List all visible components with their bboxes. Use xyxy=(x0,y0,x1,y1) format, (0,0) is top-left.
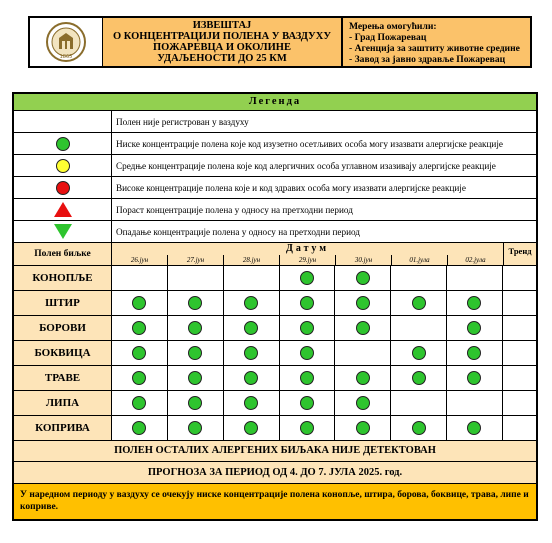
green-circle-icon xyxy=(300,271,314,285)
plant-name: БОРОВИ xyxy=(14,316,112,340)
date-label: 02.јула xyxy=(447,255,503,265)
level-cell xyxy=(112,391,168,415)
date-label: 27.јун xyxy=(167,255,223,265)
green-down-triangle-icon xyxy=(54,224,72,239)
date-header-label: Датум xyxy=(285,243,330,254)
level-cell xyxy=(280,266,336,290)
legend-text: Високе концентрације полена које и код здравих особа могу изазвати алергијске реакције xyxy=(116,182,466,193)
level-cell xyxy=(112,316,168,340)
green-circle-icon xyxy=(244,421,258,435)
level-cell xyxy=(447,316,503,340)
forecast-title: ПРОГНОЗА ЗА ПЕРИОД ОД 4. ДО 7. ЈУЛА 2025. год. xyxy=(14,462,536,484)
title-line: ИЗВЕШТАЈ xyxy=(192,20,252,31)
level-cell xyxy=(168,391,224,415)
level-cell xyxy=(168,416,224,440)
trend-cell xyxy=(503,391,536,415)
level-cell xyxy=(391,341,447,365)
green-circle-icon xyxy=(132,396,146,410)
table-row xyxy=(14,266,536,291)
green-circle-icon xyxy=(188,371,202,385)
trend-cell xyxy=(503,341,536,365)
yellow-circle-icon xyxy=(56,159,70,173)
green-circle-icon xyxy=(188,321,202,335)
sponsor-item: - Агенција за заштиту животне средине xyxy=(349,43,520,54)
level-cell xyxy=(335,266,391,290)
level-cell xyxy=(447,391,503,415)
level-cell xyxy=(335,316,391,340)
legend-row xyxy=(14,221,536,243)
data-table-header xyxy=(14,243,536,266)
plant-name: ШТИР xyxy=(14,291,112,315)
table-row xyxy=(14,341,536,366)
green-circle-icon xyxy=(300,321,314,335)
level-cell xyxy=(447,341,503,365)
level-cell xyxy=(168,366,224,390)
sponsor-item: - Град Пожаревац xyxy=(349,32,427,43)
level-cell xyxy=(391,291,447,315)
green-circle-icon xyxy=(467,296,481,310)
green-circle-icon xyxy=(356,296,370,310)
plant-name: КОНОПЉЕ xyxy=(14,266,112,290)
green-circle-icon xyxy=(356,321,370,335)
level-cell xyxy=(335,366,391,390)
level-cell xyxy=(335,391,391,415)
date-label: 28.јун xyxy=(223,255,279,265)
green-circle-icon xyxy=(244,321,258,335)
level-cell xyxy=(280,341,336,365)
legend-row xyxy=(14,155,536,177)
seal-icon xyxy=(41,21,91,63)
green-circle-icon xyxy=(300,346,314,360)
green-circle-icon xyxy=(300,371,314,385)
green-circle-icon xyxy=(467,371,481,385)
level-cell xyxy=(224,391,280,415)
level-cell xyxy=(112,266,168,290)
date-label: 01.јула xyxy=(391,255,447,265)
report-title xyxy=(103,18,343,66)
green-circle-icon xyxy=(188,396,202,410)
legend-text: Ниске концентрације полена које код изузетно осетљивих особа могу изазвати алергијске реакције xyxy=(116,138,503,149)
legend-row xyxy=(14,133,536,155)
table-row xyxy=(14,391,536,416)
green-circle-icon xyxy=(188,296,202,310)
level-cell xyxy=(168,291,224,315)
green-circle-icon xyxy=(244,346,258,360)
legend-text: Полен није регистрован у ваздуху xyxy=(116,116,249,127)
level-cell xyxy=(168,316,224,340)
green-circle-icon xyxy=(132,321,146,335)
green-circle-icon xyxy=(467,346,481,360)
title-line: УДАЉЕНОСТИ ДО 25 КМ xyxy=(157,53,287,64)
sponsors-block xyxy=(343,18,530,66)
level-cell xyxy=(280,391,336,415)
green-circle-icon xyxy=(300,421,314,435)
level-cell xyxy=(112,291,168,315)
trend-cell xyxy=(503,316,536,340)
level-cell xyxy=(447,366,503,390)
level-cell xyxy=(391,366,447,390)
legend-row xyxy=(14,199,536,221)
date-column-header xyxy=(112,243,504,265)
level-cell xyxy=(224,266,280,290)
green-circle-icon xyxy=(132,346,146,360)
date-label: 29.јун xyxy=(279,255,335,265)
level-cell xyxy=(112,366,168,390)
level-cell xyxy=(391,391,447,415)
trend-cell xyxy=(503,266,536,290)
green-circle-icon xyxy=(188,346,202,360)
legend-text: Опадање концентрације полена у односу на претходни период xyxy=(116,226,360,237)
plant-name: КОПРИВА xyxy=(14,416,112,440)
trend-cell xyxy=(503,366,536,390)
green-circle-icon xyxy=(412,421,426,435)
plant-name: ТРАВЕ xyxy=(14,366,112,390)
report-header xyxy=(28,16,532,68)
red-up-triangle-icon xyxy=(54,202,72,217)
forecast-text: У наредном периоду у ваздуху се очекују ниске концентрације полена конопље, штира, борова, боквице, трава, липе и коприве. xyxy=(14,484,536,519)
green-circle-icon xyxy=(300,396,314,410)
level-cell xyxy=(112,341,168,365)
green-circle-icon xyxy=(412,296,426,310)
green-circle-icon xyxy=(188,421,202,435)
level-cell xyxy=(280,316,336,340)
green-circle-icon xyxy=(244,296,258,310)
trend-cell xyxy=(503,416,536,440)
no-other-pollen-note: ПОЛЕН ОСТАЛИХ АЛЕРГЕНИХ БИЉАКА НИЈЕ ДЕТЕКТОВАН xyxy=(14,441,536,462)
green-circle-icon xyxy=(467,321,481,335)
level-cell xyxy=(447,416,503,440)
level-cell xyxy=(391,266,447,290)
level-cell xyxy=(391,316,447,340)
title-line: ПОЖАРЕВЦА И ОКОЛИНЕ xyxy=(153,42,291,53)
institute-logo xyxy=(30,18,103,66)
level-cell xyxy=(447,291,503,315)
date-label: 30.јун xyxy=(335,255,391,265)
level-cell xyxy=(391,416,447,440)
green-circle-icon xyxy=(412,346,426,360)
level-cell xyxy=(224,291,280,315)
level-cell xyxy=(335,416,391,440)
level-cell xyxy=(168,341,224,365)
legend-row xyxy=(14,177,536,199)
level-cell xyxy=(280,366,336,390)
green-circle-icon xyxy=(356,371,370,385)
green-circle-icon xyxy=(300,296,314,310)
plant-column-header: Полен биљке xyxy=(14,243,112,265)
green-circle-icon xyxy=(244,396,258,410)
level-cell xyxy=(280,416,336,440)
legend-text: Пораст концентрације полена у односу на претходни период xyxy=(116,204,353,215)
green-circle-icon xyxy=(132,421,146,435)
green-circle-icon xyxy=(356,396,370,410)
level-cell xyxy=(224,316,280,340)
green-circle-icon xyxy=(412,371,426,385)
red-circle-icon xyxy=(56,181,70,195)
legend-empty-symbol xyxy=(14,111,112,132)
legend-row xyxy=(14,111,536,133)
level-cell xyxy=(224,341,280,365)
level-cell xyxy=(168,266,224,290)
table-row xyxy=(14,291,536,316)
level-cell xyxy=(224,366,280,390)
pollen-report-table xyxy=(12,92,538,521)
plant-name: ЛИПА xyxy=(14,391,112,415)
trend-column-header: Тренд xyxy=(508,246,532,256)
level-cell xyxy=(447,266,503,290)
level-cell xyxy=(112,416,168,440)
sponsors-label: Мерења омогућили: xyxy=(349,21,437,32)
pollen-rows xyxy=(14,266,536,441)
level-cell xyxy=(335,341,391,365)
level-cell xyxy=(335,291,391,315)
sponsor-item: - Завод за јавно здравље Пожаревац xyxy=(349,54,506,65)
legend-title: Легенда xyxy=(14,94,536,111)
green-circle-icon xyxy=(244,371,258,385)
date-label: 26.јун xyxy=(130,256,149,264)
green-circle-icon xyxy=(132,296,146,310)
plant-name: БОКВИЦА xyxy=(14,341,112,365)
table-row xyxy=(14,366,536,391)
legend-text: Средње концентрације полена које код алергичних особа углавном изазивају алергијске реакције xyxy=(116,160,496,171)
green-circle-icon xyxy=(467,421,481,435)
level-cell xyxy=(224,416,280,440)
green-circle-icon xyxy=(356,421,370,435)
green-circle-icon xyxy=(132,371,146,385)
green-circle-icon xyxy=(56,137,70,151)
trend-cell xyxy=(503,291,536,315)
level-cell xyxy=(280,291,336,315)
svg-text:1865: 1865 xyxy=(59,54,73,60)
table-row xyxy=(14,316,536,341)
green-circle-icon xyxy=(356,271,370,285)
table-row xyxy=(14,416,536,441)
title-line: О КОНЦЕНТРАЦИЈИ ПОЛЕНА У ВАЗДУХУ xyxy=(112,31,332,42)
